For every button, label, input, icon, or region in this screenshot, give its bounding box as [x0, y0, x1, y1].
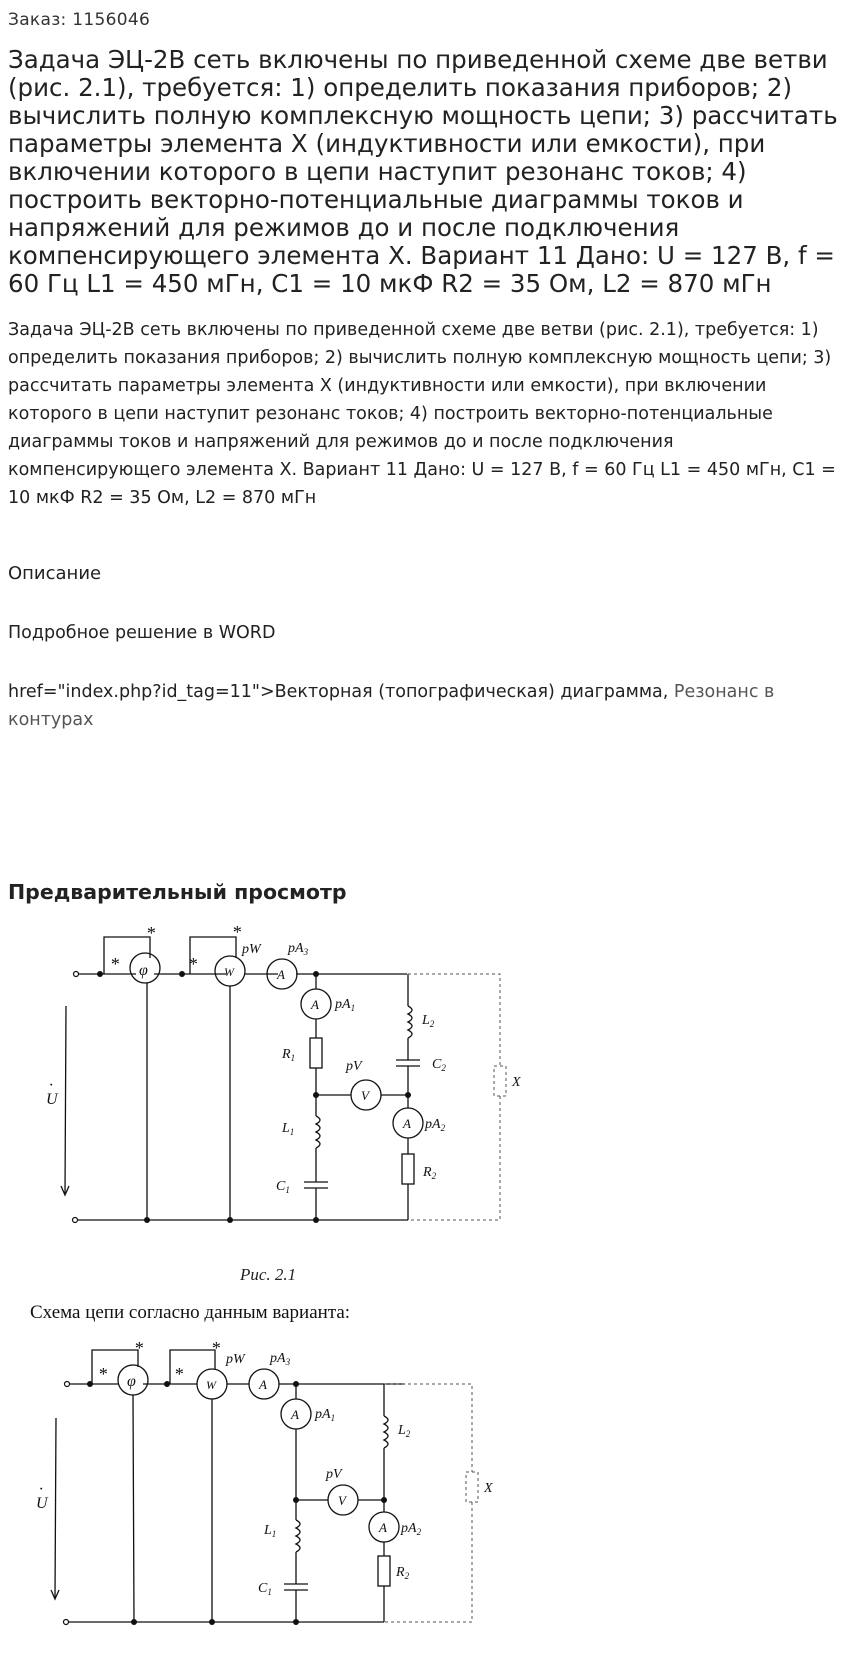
- label-C1: $C_1$: [276, 1179, 290, 1195]
- ammeter-3-symbol: A: [259, 1377, 267, 1392]
- page-title: Задача ЭЦ-2В сеть включены по приведенной схеме две ветви (рис. 2.1), требуется: 1) определить показания приборов; 2) вычислить полную комплексную мощность цепи; 3) рассчитать параметры элемента Х (индуктивности или емкости), при включении которого в цепи наступит резонанс токов; 4) построить векторно-потенциальные диаграммы токов и напряжений для режимов до и после подключения компенсирующего элемента Х. Вариант 11 Дано: U = 127 В, f = 60 Гц L1 = 450 мГн, С1 = 10 мкФ R2 = 35 Ом, L2 = 870 мГн: [8, 45, 838, 298]
- star-mark: *: [174, 1364, 183, 1384]
- star-mark: *: [134, 1338, 143, 1358]
- label-L1: $L_1$: [264, 1523, 277, 1539]
- label-U-dot: ·: [49, 1077, 53, 1094]
- label-pV: pV: [326, 1467, 342, 1482]
- label-L2: $L_2$: [422, 1013, 435, 1029]
- label-pA3: $pA_3$: [288, 941, 309, 957]
- label-pA3: $pA_3$: [270, 1351, 291, 1367]
- label-pA1: $pA_1$: [315, 1407, 336, 1423]
- label-U: U: [46, 1091, 58, 1108]
- label-pV: pV: [346, 1059, 362, 1074]
- preview-heading: Предварительный просмотр: [8, 880, 347, 904]
- ammeter-3-symbol: A: [277, 967, 285, 982]
- task-text: Задача ЭЦ-2В сеть включены по приведенной схеме две ветви (рис. 2.1), требуется: 1) определить показания приборов; 2) вычислить полную комплексную мощность цепи; 3) рассчитать параметры элемента Х (индуктивности или емкости), при включении которого в цепи наступит резонанс токов; 4) построить векторно-потенциальные диаграммы токов и напряжений для режимов до и после подключения компенсирующего элемента Х. Вариант 11 Дано: U = 127 В, f = 60 Гц L1 = 450 мГн, С1 = 10 мкФ R2 = 35 Ом, L2 = 870 мГн: [8, 320, 836, 508]
- star-mark: *: [211, 1338, 220, 1358]
- star-mark: *: [232, 922, 241, 942]
- voltmeter-symbol: V: [361, 1088, 369, 1103]
- label-C1: $C_1$: [258, 1581, 272, 1597]
- label-pA2: $pA_2$: [401, 1521, 422, 1537]
- label-R1: $R_1$: [282, 1047, 296, 1063]
- label-U: U: [36, 1495, 48, 1512]
- wattmeter-symbol: W: [206, 1378, 216, 1392]
- ammeter-2-symbol: A: [403, 1116, 411, 1131]
- scheme-caption: Схема цепи согласно данным варианта:: [30, 1302, 351, 1323]
- star-mark: *: [146, 923, 155, 943]
- star-mark: *: [188, 954, 197, 974]
- label-R2: $R_2$: [423, 1165, 437, 1181]
- label-X: X: [512, 1075, 521, 1090]
- label-L1: $L_1$: [282, 1121, 295, 1137]
- phase-meter-symbol: φ: [139, 962, 148, 979]
- voltmeter-symbol: V: [338, 1493, 346, 1508]
- label-X: X: [484, 1481, 493, 1496]
- label-pA2: $pA_2$: [425, 1117, 446, 1133]
- label-U-dot: ·: [39, 1481, 43, 1498]
- ammeter-1-symbol: A: [291, 1407, 299, 1422]
- order-number: Заказ: 1156046: [8, 10, 151, 30]
- figure-caption: Рис. 2.1: [240, 1265, 297, 1284]
- circuit-figure-1: [46, 920, 570, 1250]
- tags-line: [8, 678, 838, 734]
- label-pA1: $pA_1$: [335, 997, 356, 1013]
- phase-meter-symbol: φ: [127, 1373, 136, 1390]
- label-L2: $L_2$: [398, 1423, 411, 1439]
- ammeter-1-symbol: A: [311, 997, 319, 1012]
- label-pW: pW: [226, 1352, 245, 1367]
- word-note: Подробное решение в WORD: [8, 623, 276, 643]
- tag-link-resonance[interactable]: Резонанс в контурах: [8, 682, 775, 730]
- description-heading: Описание: [8, 563, 102, 584]
- label-pW: pW: [242, 942, 261, 957]
- star-mark: *: [110, 954, 119, 974]
- label-R2: $R_2$: [396, 1565, 410, 1581]
- star-mark: *: [98, 1364, 107, 1384]
- label-C2: $C_2$: [432, 1057, 446, 1073]
- tags-prefix: href="index.php?id_tag=11">Векторная (топографическая) диаграмма,: [8, 682, 674, 702]
- ammeter-2-symbol: A: [379, 1520, 387, 1535]
- wattmeter-symbol: W: [224, 965, 234, 979]
- circuit-figure-2: [36, 1338, 560, 1658]
